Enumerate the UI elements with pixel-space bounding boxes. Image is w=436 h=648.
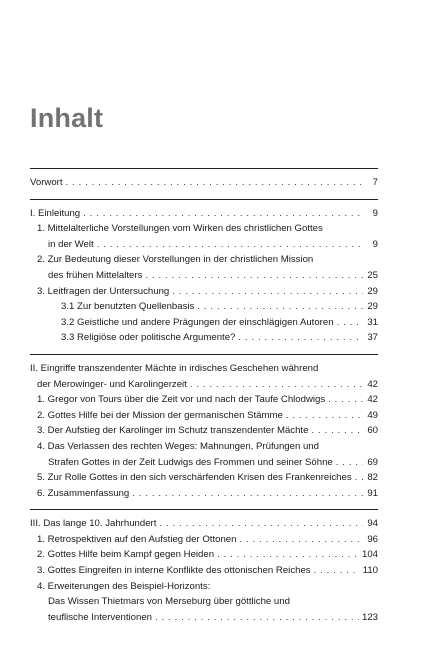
toc-entry[interactable] [30, 237, 378, 253]
toc-entry[interactable] [30, 284, 378, 300]
toc-entry[interactable] [30, 563, 378, 579]
toc-entry[interactable] [30, 206, 378, 222]
toc-entry-label: 3.3 Religiöse oder politische Argumente? [61, 332, 236, 344]
toc-leader-dots [217, 547, 359, 563]
toc-entry-label: Das Wissen Thietmars von Merseburg über göttliche und [48, 596, 290, 608]
toc-page-number: 37 [367, 332, 378, 344]
table-of-contents [30, 168, 378, 633]
toc-entry[interactable] [30, 455, 378, 471]
toc-entry[interactable] [30, 486, 378, 502]
toc-entry-label: des frühen Mittelalters [48, 269, 143, 281]
toc-leader-dots [336, 455, 363, 471]
toc-leader-dots [190, 377, 363, 393]
toc-entry-label: 6. Zusammenfassung [37, 487, 130, 499]
toc-page-number: 82 [367, 472, 378, 484]
toc-leader-dots [97, 237, 363, 253]
toc-entry-label: Vorwort [30, 177, 63, 188]
toc-entry[interactable] [30, 221, 378, 237]
toc-entry-label: 3.1 Zur benutzten Quellenbasis [61, 301, 195, 313]
toc-entry-label: 2. Gottes Hilfe bei der Mission der germanischen Stämme [37, 409, 283, 421]
toc-page-number: 69 [367, 456, 378, 468]
toc-entry[interactable] [30, 408, 378, 424]
toc-page-number: 29 [367, 301, 378, 313]
toc-leader-dots [328, 392, 363, 408]
toc-page-number: 123 [361, 611, 378, 623]
toc-page-number: 110 [362, 565, 378, 577]
toc-entry-label: 3.2 Geistliche und andere Prägungen der einschlägigen Autoren [61, 316, 334, 328]
toc-entry[interactable] [30, 594, 378, 610]
toc-leader-dots [145, 268, 363, 284]
toc-entry[interactable] [30, 315, 378, 331]
toc-leader-dots [311, 423, 363, 439]
toc-entry[interactable] [30, 516, 378, 532]
toc-entry[interactable] [30, 579, 378, 595]
page-title: Inhalt [30, 103, 104, 133]
toc-page-number: 25 [367, 269, 378, 281]
toc-entry-label: 5. Zur Rolle Gottes in den sich verschärfenden Krisen des Frankenreiches [37, 472, 352, 484]
toc-page-number: 42 [367, 378, 378, 390]
toc-entry-label: 1. Gregor von Tours über die Zeit vor und nach der Taufe Chlodwigs [37, 394, 326, 406]
toc-leader-dots [355, 470, 363, 486]
toc-entry-label: 3. Gottes Eingreifen in interne Konflikte des ottonischen Reiches [37, 565, 311, 577]
toc-entry[interactable] [30, 423, 378, 439]
toc-entry[interactable] [30, 361, 378, 377]
toc-entry-label: 1. Mittelalterliche Vorstellungen vom Wirken des christlichen Gottes [37, 223, 323, 235]
toc-entry[interactable] [30, 252, 378, 268]
toc-page-number: 60 [367, 425, 378, 437]
toc-leader-dots [337, 315, 363, 331]
toc-page-number: 94 [367, 518, 378, 530]
toc-leader-dots [132, 486, 363, 502]
toc-page-number: 42 [367, 394, 378, 406]
toc-page-number: 104 [361, 549, 378, 561]
toc-page-number: 91 [367, 487, 378, 499]
toc-entry[interactable] [30, 392, 378, 408]
toc-leader-dots [159, 516, 363, 532]
toc-page-number: 31 [367, 316, 378, 328]
toc-entry[interactable] [30, 299, 378, 315]
toc-entry[interactable] [30, 175, 378, 191]
toc-entry-label: 2. Zur Bedeutung dieser Vorstellungen in der christlichen Mission [37, 254, 314, 266]
toc-section [30, 354, 378, 501]
toc-section [30, 168, 378, 191]
toc-entry-label: II. Eingriffe transzendenter Mächte in irdisches Geschehen während [30, 362, 319, 374]
toc-entry[interactable] [30, 470, 378, 486]
toc-section [30, 199, 378, 346]
toc-entry-label: teuflische Interventionen [48, 611, 152, 623]
toc-entry[interactable] [30, 268, 378, 284]
toc-entry-label: 1. Retrospektiven auf den Aufstieg der Ottonen [37, 533, 237, 545]
toc-leader-dots [314, 563, 360, 579]
toc-page-number: 9 [372, 207, 378, 219]
toc-entry[interactable] [30, 439, 378, 455]
toc-entry-label: der Merowinger- und Karolingerzeit [37, 378, 187, 390]
toc-leader-dots [83, 206, 363, 222]
toc-leader-dots [238, 330, 363, 346]
toc-page-number: 7 [372, 177, 378, 188]
toc-leader-dots [286, 408, 363, 424]
toc-entry-label: Strafen Gottes in der Zeit Ludwigs des Frommen und seiner Söhne [48, 456, 333, 468]
toc-page-number: 29 [367, 285, 378, 297]
toc-page-number: 96 [367, 533, 378, 545]
toc-section [30, 509, 378, 625]
toc-entry-label: in der Welt [48, 238, 94, 250]
toc-entry[interactable] [30, 610, 378, 626]
toc-entry[interactable] [30, 547, 378, 563]
toc-page-number: 9 [372, 238, 378, 250]
toc-leader-dots [66, 175, 363, 191]
toc-entry-label: III. Das lange 10. Jahrhundert [30, 518, 157, 530]
toc-entry-label: 4. Erweiterungen des Beispiel-Horizonts: [37, 580, 211, 592]
toc-leader-dots [197, 299, 363, 315]
toc-entry[interactable] [30, 330, 378, 346]
toc-page-number: 49 [367, 409, 378, 421]
toc-entry-label: 3. Leitfragen der Untersuchung [37, 285, 170, 297]
toc-entry-label: 2. Gottes Hilfe beim Kampf gegen Heiden [37, 549, 215, 561]
toc-entry[interactable] [30, 532, 378, 548]
toc-leader-dots [155, 610, 359, 626]
toc-entry-label: I. Einleitung [30, 207, 81, 219]
toc-entry-label: 3. Der Aufstieg der Karolinger im Schutz transzendenter Mächte [37, 425, 309, 437]
toc-leader-dots [172, 284, 363, 300]
toc-leader-dots [239, 532, 363, 548]
toc-entry-label: 4. Das Verlassen des rechten Weges: Mahnungen, Prüfungen und [37, 440, 319, 452]
toc-entry[interactable] [30, 377, 378, 393]
